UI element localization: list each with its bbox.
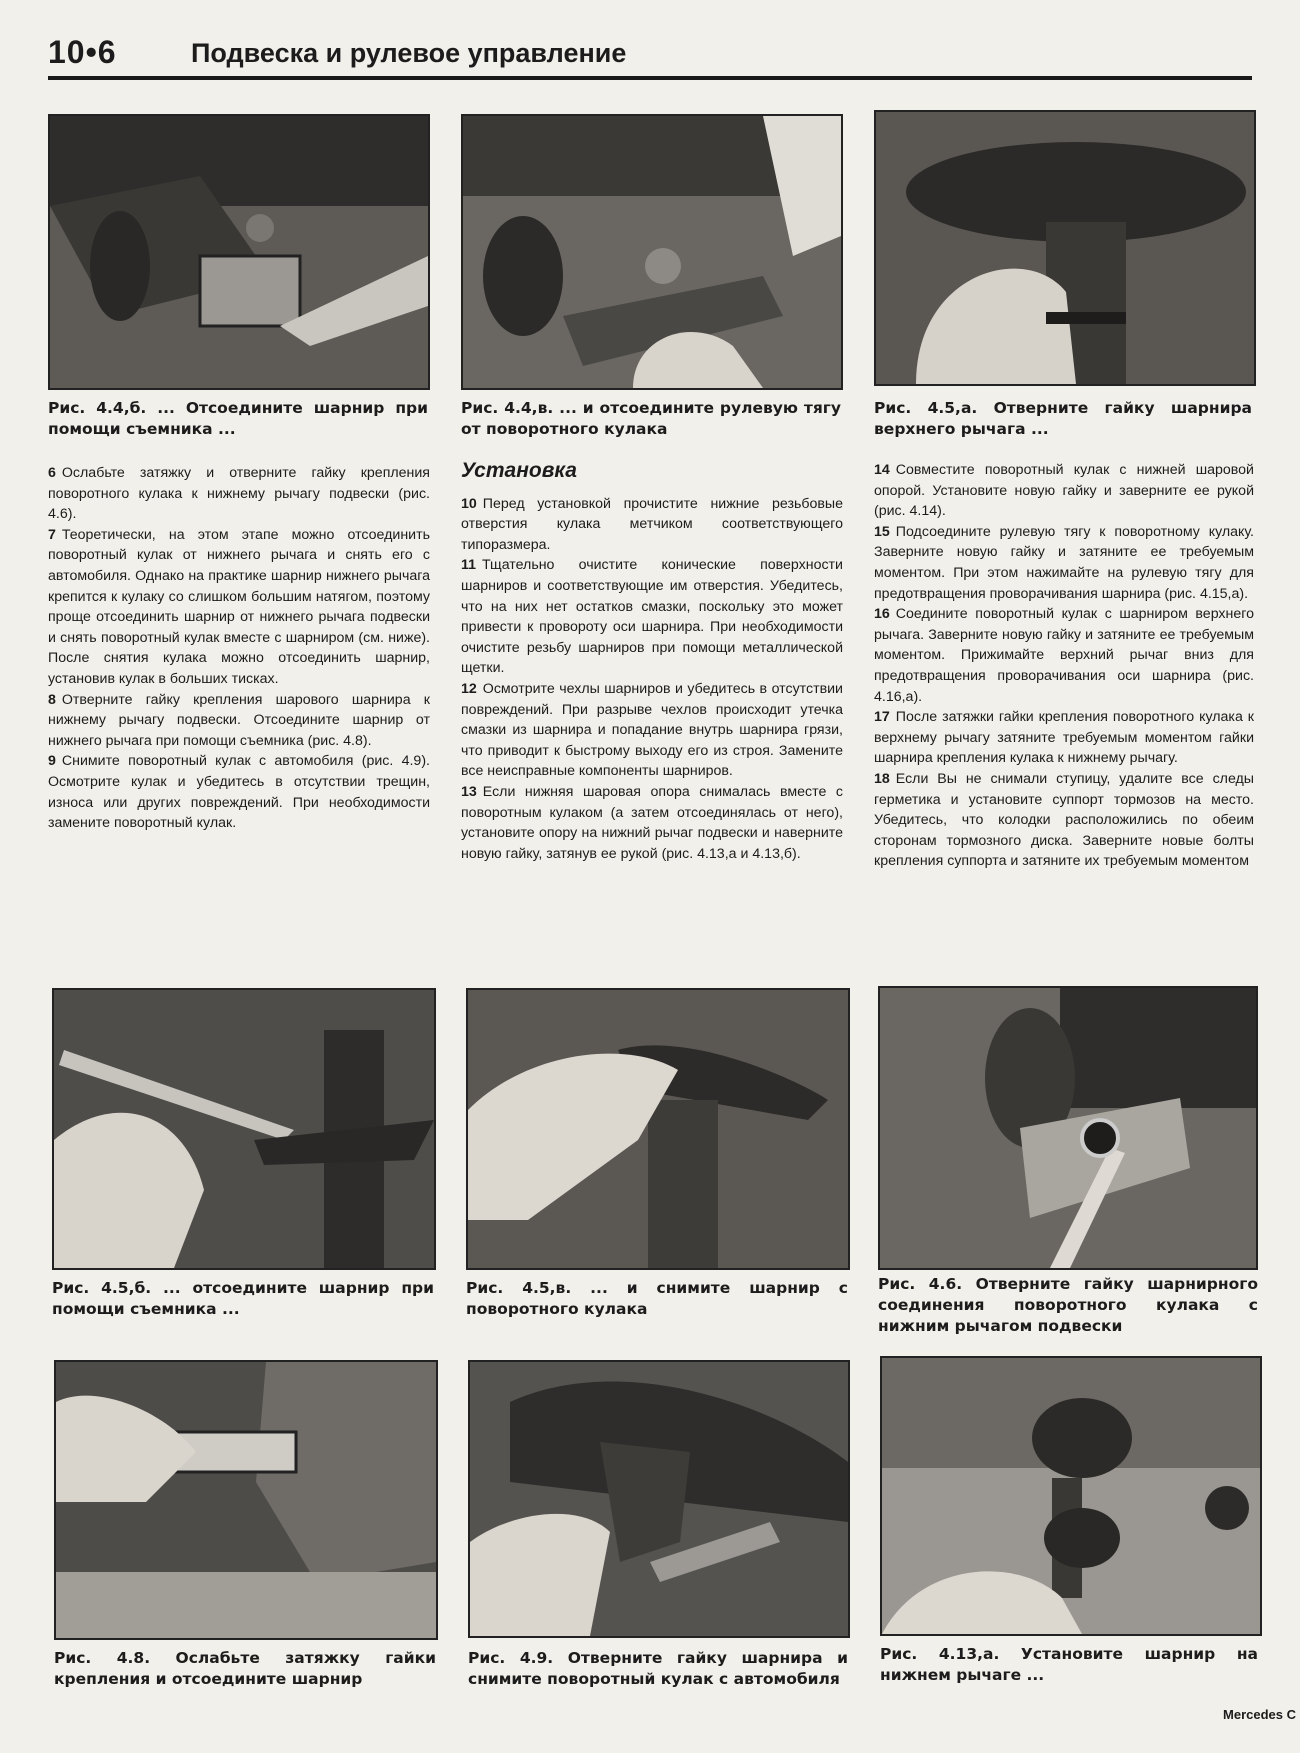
paragraph-7: 7 Теоретически, на этом этапе можно отсоединить поворотный кулак от нижнего рычага и снять его с автомобиля. Однако на практике шарнир нижнего рычага крепится к кулаку со слишком большим натягом, поэтому проще отсоединить шарнир от нижнего рычага подвески и снять поворотный кулак вместе с шарниром (см. ниже). После снятия кулака можно отсоединить шарнир, установив кулак в больших тисках. (48, 526, 430, 687)
page-header (48, 34, 1248, 78)
caption-fig-4-5-a: Рис. 4.5,а. Отверните гайку шарнира верхнего рычага ... (874, 399, 1252, 438)
photo-fig-4-9 (468, 1360, 850, 1638)
paragraph-18: 18 Если Вы не снимали ступицу, удалите все следы герметика и установите суппорт тормозов на место. Убедитесь, что колодки расположились по обеим сторонам тормозного диска. Заверните новые болты крепления суппорта и затяните их требуемым моментом (874, 770, 1254, 870)
text-column-1 (48, 463, 430, 834)
caption-fig-4-4-b: Рис. 4.4,б. ... Отсоедините шарнир при помощи съемника ... (48, 399, 428, 438)
caption-fig-4-4-v: Рис. 4.4,в. ... и отсоедините рулевую тягу от поворотного кулака (461, 399, 841, 438)
paragraph-6: 6 Ослабьте затяжку и отверните гайку крепления поворотного кулака к нижнему рычагу подвески (рис. 4.6). (48, 465, 430, 523)
photo-fig-4-5-b (52, 988, 436, 1270)
paragraph-12: 12 Осмотрите чехлы шарниров и убедитесь в отсутствии повреждений. При разрыве чехлов происходит утечка смазки из шарнира и попадание внутрь шарнира грязи, что приводит к быстрому выходу его из строя. Замените все неисправные компоненты шарниров. (461, 680, 843, 780)
paragraph-10: 10 Перед установкой прочистите нижние резьбовые отверстия кулака метчиком соответствующего типоразмера. (461, 495, 843, 553)
caption-fig-4-13-a: Рис. 4.13,а. Установите шарнир на нижнем рычаге ... (880, 1645, 1258, 1684)
photo-fig-4-13-a (880, 1356, 1262, 1636)
paragraph-8: 8 Отверните гайку крепления шарового шарнира к нижнему рычагу подвески. Отсоедините шарнир от нижнего рычага при помощи съемника (рис. 4.8). (48, 691, 430, 749)
caption-fig-4-5-b: Рис. 4.5,б. ... отсоедините шарнир при помощи съемника ... (52, 1279, 434, 1318)
text-column-2 (461, 455, 843, 864)
text-column-3 (874, 460, 1254, 872)
page-title: Подвеска и рулевое управление (191, 38, 627, 68)
section-heading-installation: Установка (461, 459, 577, 482)
caption-fig-4-5-v: Рис. 4.5,в. ... и снимите шарнир с поворотного кулака (466, 1279, 848, 1318)
footer-brand: Mercedes C (1223, 1707, 1296, 1722)
paragraph-13: 13 Если нижняя шаровая опора снималась вместе с поворотным кулаком (а затем отсоединялась от него), установите опору на нижний рычаг подвески и наверните новую гайку, затянув ее рукой (рис. 4.13,а и 4.13,б). (461, 783, 843, 862)
photo-fig-4-4-b (48, 114, 430, 390)
photo-fig-4-6 (878, 986, 1258, 1270)
photo-fig-4-8 (54, 1360, 438, 1640)
photo-fig-4-5-a (874, 110, 1256, 386)
paragraph-17: 17 После затяжки гайки крепления поворотного кулака к верхнему рычагу затяните требуемым моментом гайки шарнира крепления кулака к нижнему рычагу. (874, 709, 1254, 767)
paragraph-11: 11 Тщательно очистите конические поверхности шарниров и соответствующие им отверстия. Убедитесь, что на них нет остатков смазки, поскольку это может привести к провороту оси шарнира. При необходимости очистите резьбу шарниров при помощи металлической щетки. (461, 557, 843, 677)
paragraph-14: 14 Совместите поворотный кулак с нижней шаровой опорой. Установите новую гайку и заверните ее рукой (рис. 4.14). (874, 462, 1254, 520)
header-rule (48, 76, 1252, 80)
paragraph-9: 9 Снимите поворотный кулак с автомобиля (рис. 4.9). Осмотрите кулак и убедитесь в отсутствии трещин, износа или других повреждений. При необходимости замените поворотный кулак. (48, 753, 430, 832)
caption-fig-4-9: Рис. 4.9. Отверните гайку шарнира и снимите поворотный кулак с автомобиля (468, 1649, 848, 1688)
caption-fig-4-8: Рис. 4.8. Ослабьте затяжку гайки крепления и отсоедините шарнир (54, 1649, 436, 1688)
paragraph-15: 15 Подсоедините рулевую тягу к поворотному кулаку. Заверните новую гайку и затяните ее требуемым моментом. При этом нажимайте на рулевую тягу для предотвращения проворачивания шарнира (рис. 4.15,а). (874, 523, 1254, 602)
caption-fig-4-6: Рис. 4.6. Отверните гайку шарнирного соединения поворотного кулака с нижним рычагом подвески (878, 1275, 1258, 1335)
photo-fig-4-4-v (461, 114, 843, 390)
photo-fig-4-5-v (466, 988, 850, 1270)
page-number: 10•6 (48, 34, 117, 70)
paragraph-16: 16 Соедините поворотный кулак с шарниром верхнего рычага. Заверните новую гайку и затяните ее требуемым моментом. Прижимайте верхний рычаг вниз для предотвращения проворачивания оси шарнира (рис. 4.16,а). (874, 606, 1254, 705)
